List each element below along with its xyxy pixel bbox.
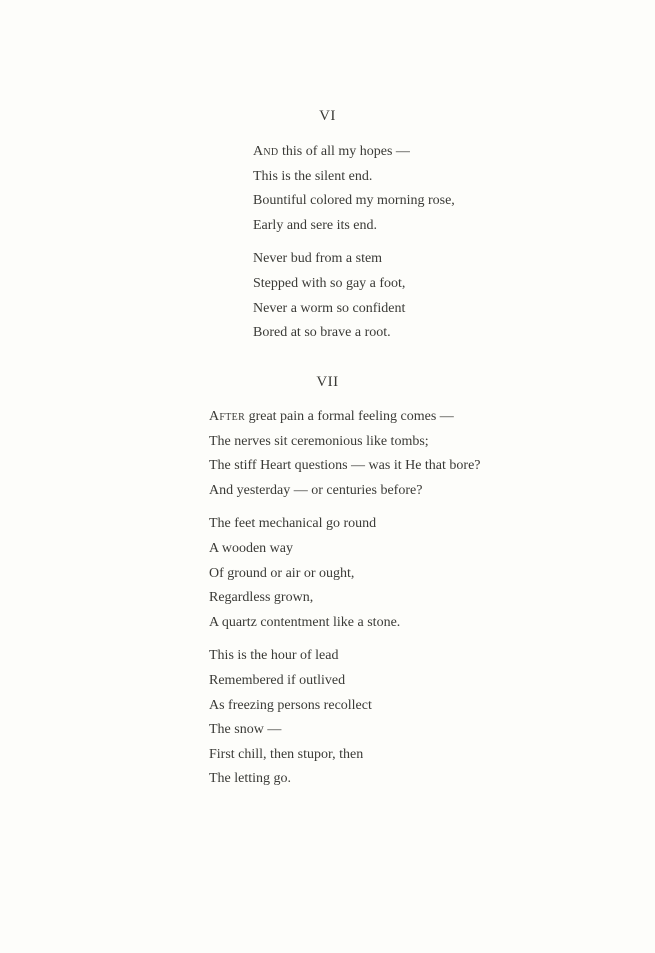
poem-line (253, 165, 455, 190)
poem-line (253, 140, 455, 165)
poem-numeral-vi: VI (319, 108, 336, 124)
poem-line (209, 644, 481, 669)
poem-line (253, 247, 455, 272)
poem-line (209, 743, 481, 768)
line-text: And yesterday — or centuries before? (209, 482, 423, 498)
line-text: This is the hour of lead (209, 648, 339, 664)
line-text: Bored at so brave a root. (253, 325, 391, 341)
poem-line (253, 321, 455, 346)
line-text: The stiff Heart questions — was it He that bore? (209, 458, 481, 474)
poem-line (209, 430, 481, 455)
line-text: The letting go. (209, 771, 292, 787)
poem-numeral-vii: VII (316, 374, 339, 390)
line-text: A quartz contentment like a stone. (209, 614, 401, 630)
poem-line (253, 189, 455, 214)
line-text: The feet mechanical go round (209, 516, 377, 532)
line-text: great pain a formal feeling comes — (245, 409, 454, 424)
poem-line (209, 562, 481, 587)
line-text: As freezing persons recollect (209, 697, 372, 713)
stanza (253, 140, 455, 238)
stanza (209, 644, 481, 792)
line-text: The nerves sit ceremonious like tombs; (209, 433, 429, 449)
poem-line (209, 405, 481, 430)
poem-vii (209, 405, 481, 801)
poem-line (209, 694, 481, 719)
poem-line (209, 611, 481, 636)
line-text: Stepped with so gay a foot, (253, 275, 406, 291)
line-text: Of ground or air or ought, (209, 565, 355, 581)
poem-line (209, 669, 481, 694)
poem-line (253, 272, 455, 297)
line-text: Early and sere its end. (253, 217, 378, 233)
opening-word: And (253, 144, 279, 159)
poem-vi (253, 140, 455, 355)
stanza (253, 247, 455, 345)
poem-line (253, 297, 455, 322)
poem-line (209, 479, 481, 504)
poem-line (209, 512, 481, 537)
line-text: this of all my hopes — (278, 144, 410, 159)
poem-line (253, 214, 455, 239)
line-text: Never a worm so confident (253, 300, 406, 316)
line-text: Bountiful colored my morning rose, (253, 193, 455, 209)
line-text: A wooden way (209, 540, 293, 556)
opening-word: After (209, 409, 246, 424)
poem-line (209, 586, 481, 611)
poem-line (209, 718, 481, 743)
line-text: This is the silent end. (253, 168, 373, 184)
line-text: The snow — (209, 722, 282, 738)
line-text: Regardless grown, (209, 590, 314, 606)
poem-line (209, 454, 481, 479)
line-text: Never bud from a stem (253, 251, 383, 267)
stanza (209, 405, 481, 503)
poem-line (209, 537, 481, 562)
stanza (209, 512, 481, 635)
line-text: Remembered if outlived (209, 672, 346, 688)
line-text: First chill, then stupor, then (209, 746, 364, 762)
poem-line (209, 767, 481, 792)
